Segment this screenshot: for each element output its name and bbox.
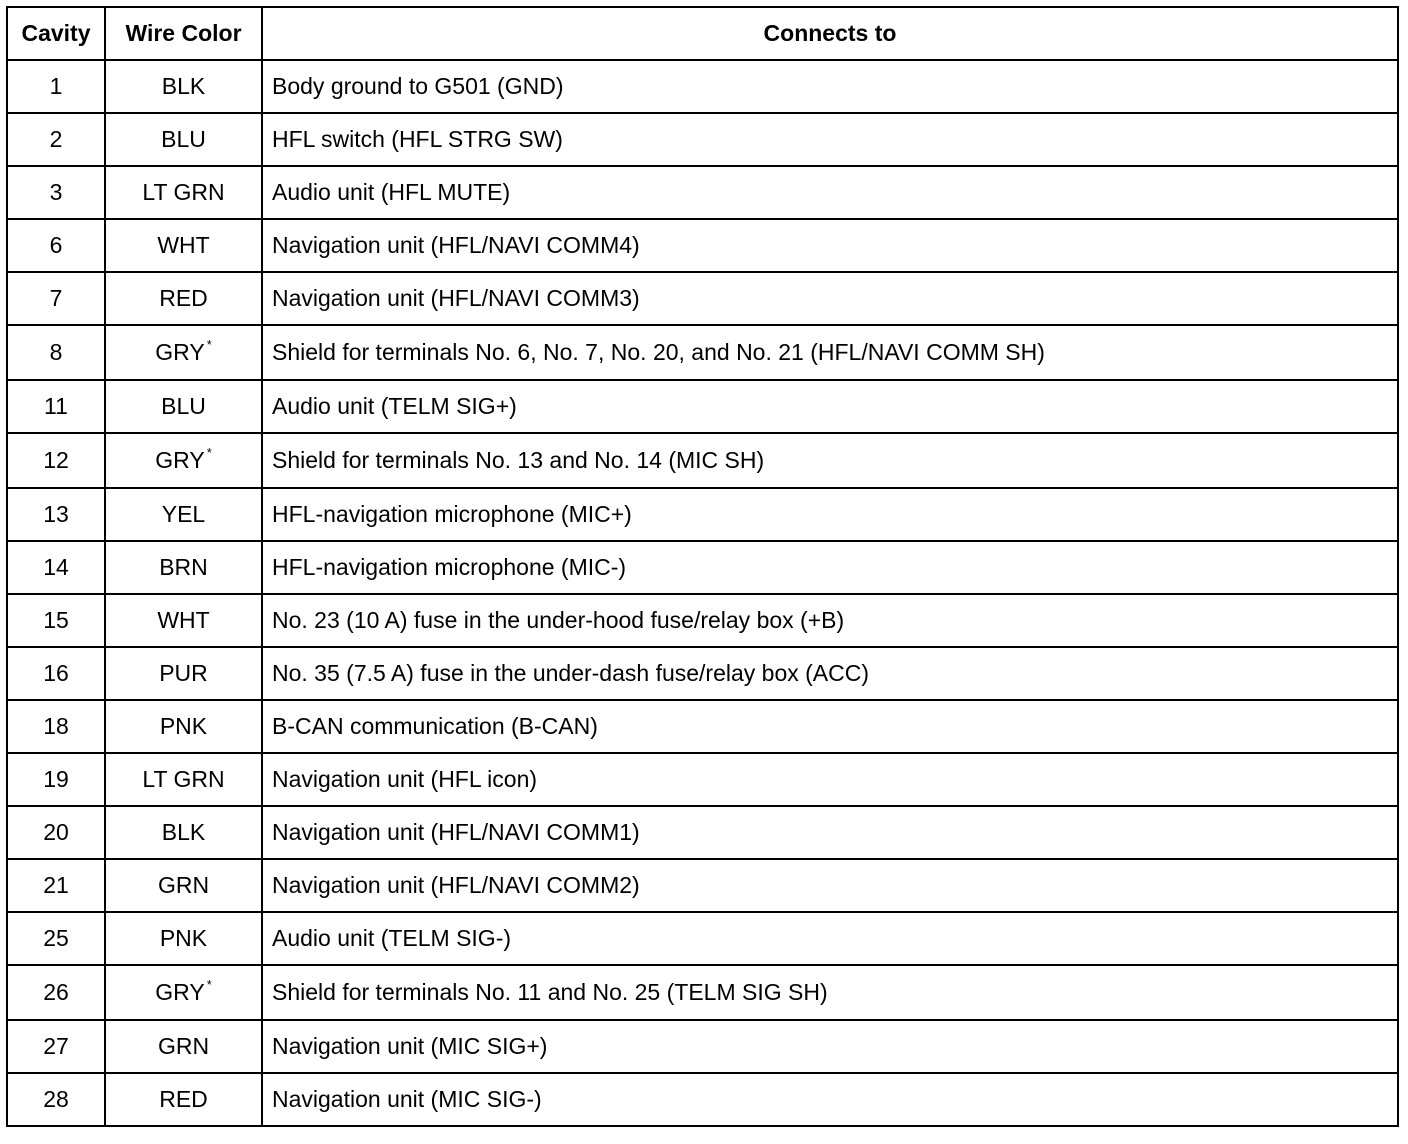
table-row <box>7 272 1398 325</box>
wire-color-text: PUR <box>159 660 208 686</box>
cavity-cell: 1 <box>7 60 105 113</box>
cavity-cell: 16 <box>7 647 105 700</box>
connects-to-cell: Navigation unit (HFL/NAVI COMM4) <box>262 219 1398 272</box>
wire-color-cell <box>105 700 262 753</box>
connects-to-cell: No. 23 (10 A) fuse in the under-hood fuse/relay box (+B) <box>262 594 1398 647</box>
connects-to-cell: Shield for terminals No. 13 and No. 14 (MIC SH) <box>262 433 1398 488</box>
cavity-cell: 12 <box>7 433 105 488</box>
wire-color-text: BLK <box>161 73 206 99</box>
wire-color-cell <box>105 1020 262 1073</box>
cavity-cell: 28 <box>7 1073 105 1126</box>
wire-color-text: WHT <box>157 232 210 258</box>
table-row <box>7 325 1398 380</box>
table-body <box>7 60 1398 1126</box>
cavity-cell: 11 <box>7 380 105 433</box>
table-row <box>7 166 1398 219</box>
cavity-cell: 25 <box>7 912 105 965</box>
wire-color-cell <box>105 594 262 647</box>
wire-color-cell <box>105 541 262 594</box>
wire-color-cell <box>105 60 262 113</box>
cavity-cell: 19 <box>7 753 105 806</box>
table-row <box>7 113 1398 166</box>
wire-color-text: RED <box>159 285 208 311</box>
connects-to-cell: Navigation unit (MIC SIG-) <box>262 1073 1398 1126</box>
wire-color-text: GRN <box>157 872 210 898</box>
cavity-cell: 3 <box>7 166 105 219</box>
table-row <box>7 647 1398 700</box>
header-cavity: Cavity <box>7 7 105 60</box>
header-connects-to: Connects to <box>262 7 1398 60</box>
table-row <box>7 859 1398 912</box>
connects-to-cell: HFL-navigation microphone (MIC-) <box>262 541 1398 594</box>
connects-to-cell: HFL switch (HFL STRG SW) <box>262 113 1398 166</box>
connects-to-cell: Audio unit (HFL MUTE) <box>262 166 1398 219</box>
wire-color-cell <box>105 113 262 166</box>
cavity-cell: 27 <box>7 1020 105 1073</box>
table-row <box>7 965 1398 1020</box>
header-row <box>7 7 1398 60</box>
cavity-cell: 7 <box>7 272 105 325</box>
table-row <box>7 1020 1398 1073</box>
wire-color-text: BRN <box>159 554 208 580</box>
connects-to-cell: No. 35 (7.5 A) fuse in the under-dash fuse/relay box (ACC) <box>262 647 1398 700</box>
wire-color-text: BLU <box>161 126 206 152</box>
wire-color-cell <box>105 1073 262 1126</box>
table-row <box>7 219 1398 272</box>
cavity-cell: 26 <box>7 965 105 1020</box>
table-row <box>7 806 1398 859</box>
wire-color-cell <box>105 433 262 488</box>
cavity-cell: 21 <box>7 859 105 912</box>
wire-color-text: GRY <box>155 447 205 473</box>
wire-color-text: GRY <box>155 979 205 1005</box>
cavity-cell: 18 <box>7 700 105 753</box>
wire-color-cell <box>105 488 262 541</box>
wire-color-text: PNK <box>159 713 208 739</box>
wire-color-cell <box>105 166 262 219</box>
cavity-cell: 20 <box>7 806 105 859</box>
connects-to-cell: Audio unit (TELM SIG-) <box>262 912 1398 965</box>
wire-color-text: BLK <box>161 819 206 845</box>
table-row <box>7 60 1398 113</box>
table-row <box>7 1073 1398 1126</box>
header-wire-color: Wire Color <box>105 7 262 60</box>
wire-color-cell <box>105 380 262 433</box>
wire-color-text: BLU <box>161 393 206 419</box>
wire-color-cell <box>105 272 262 325</box>
wire-color-text: WHT <box>157 607 210 633</box>
connects-to-cell: Navigation unit (HFL icon) <box>262 753 1398 806</box>
table-row <box>7 753 1398 806</box>
wire-color-cell <box>105 859 262 912</box>
connects-to-cell: Audio unit (TELM SIG+) <box>262 380 1398 433</box>
cavity-cell: 15 <box>7 594 105 647</box>
connects-to-cell: HFL-navigation microphone (MIC+) <box>262 488 1398 541</box>
cavity-cell: 14 <box>7 541 105 594</box>
cavity-cell: 6 <box>7 219 105 272</box>
wire-color-cell <box>105 647 262 700</box>
wire-color-text: YEL <box>161 501 206 527</box>
table-row <box>7 594 1398 647</box>
table-row <box>7 700 1398 753</box>
connects-to-cell: Shield for terminals No. 6, No. 7, No. 20, and No. 21 (HFL/NAVI COMM SH) <box>262 325 1398 380</box>
wire-color-cell <box>105 965 262 1020</box>
connects-to-cell: Navigation unit (HFL/NAVI COMM2) <box>262 859 1398 912</box>
table-row <box>7 488 1398 541</box>
wire-color-text: LT GRN <box>142 179 225 205</box>
table-row <box>7 541 1398 594</box>
connects-to-cell: B-CAN communication (B-CAN) <box>262 700 1398 753</box>
wire-color-text: GRY <box>155 339 205 365</box>
wire-color-cell <box>105 806 262 859</box>
wire-color-text: RED <box>159 1086 208 1112</box>
wire-color-cell <box>105 753 262 806</box>
connects-to-cell: Navigation unit (HFL/NAVI COMM1) <box>262 806 1398 859</box>
wire-color-text: LT GRN <box>142 766 225 792</box>
connects-to-cell: Shield for terminals No. 11 and No. 25 (TELM SIG SH) <box>262 965 1398 1020</box>
connects-to-cell: Body ground to G501 (GND) <box>262 60 1398 113</box>
wire-color-cell <box>105 912 262 965</box>
wire-color-cell <box>105 325 262 380</box>
wire-color-cell <box>105 219 262 272</box>
footnote-marker: * <box>206 977 212 992</box>
wire-color-text: PNK <box>159 925 208 951</box>
wire-color-text: GRN <box>157 1033 210 1059</box>
connects-to-cell: Navigation unit (HFL/NAVI COMM3) <box>262 272 1398 325</box>
footnote-marker: * <box>206 337 212 352</box>
connector-table <box>6 6 1399 1127</box>
table-row <box>7 912 1398 965</box>
connects-to-cell: Navigation unit (MIC SIG+) <box>262 1020 1398 1073</box>
cavity-cell: 8 <box>7 325 105 380</box>
cavity-cell: 2 <box>7 113 105 166</box>
table-row <box>7 433 1398 488</box>
cavity-cell: 13 <box>7 488 105 541</box>
table-row <box>7 380 1398 433</box>
footnote-marker: * <box>206 445 212 460</box>
